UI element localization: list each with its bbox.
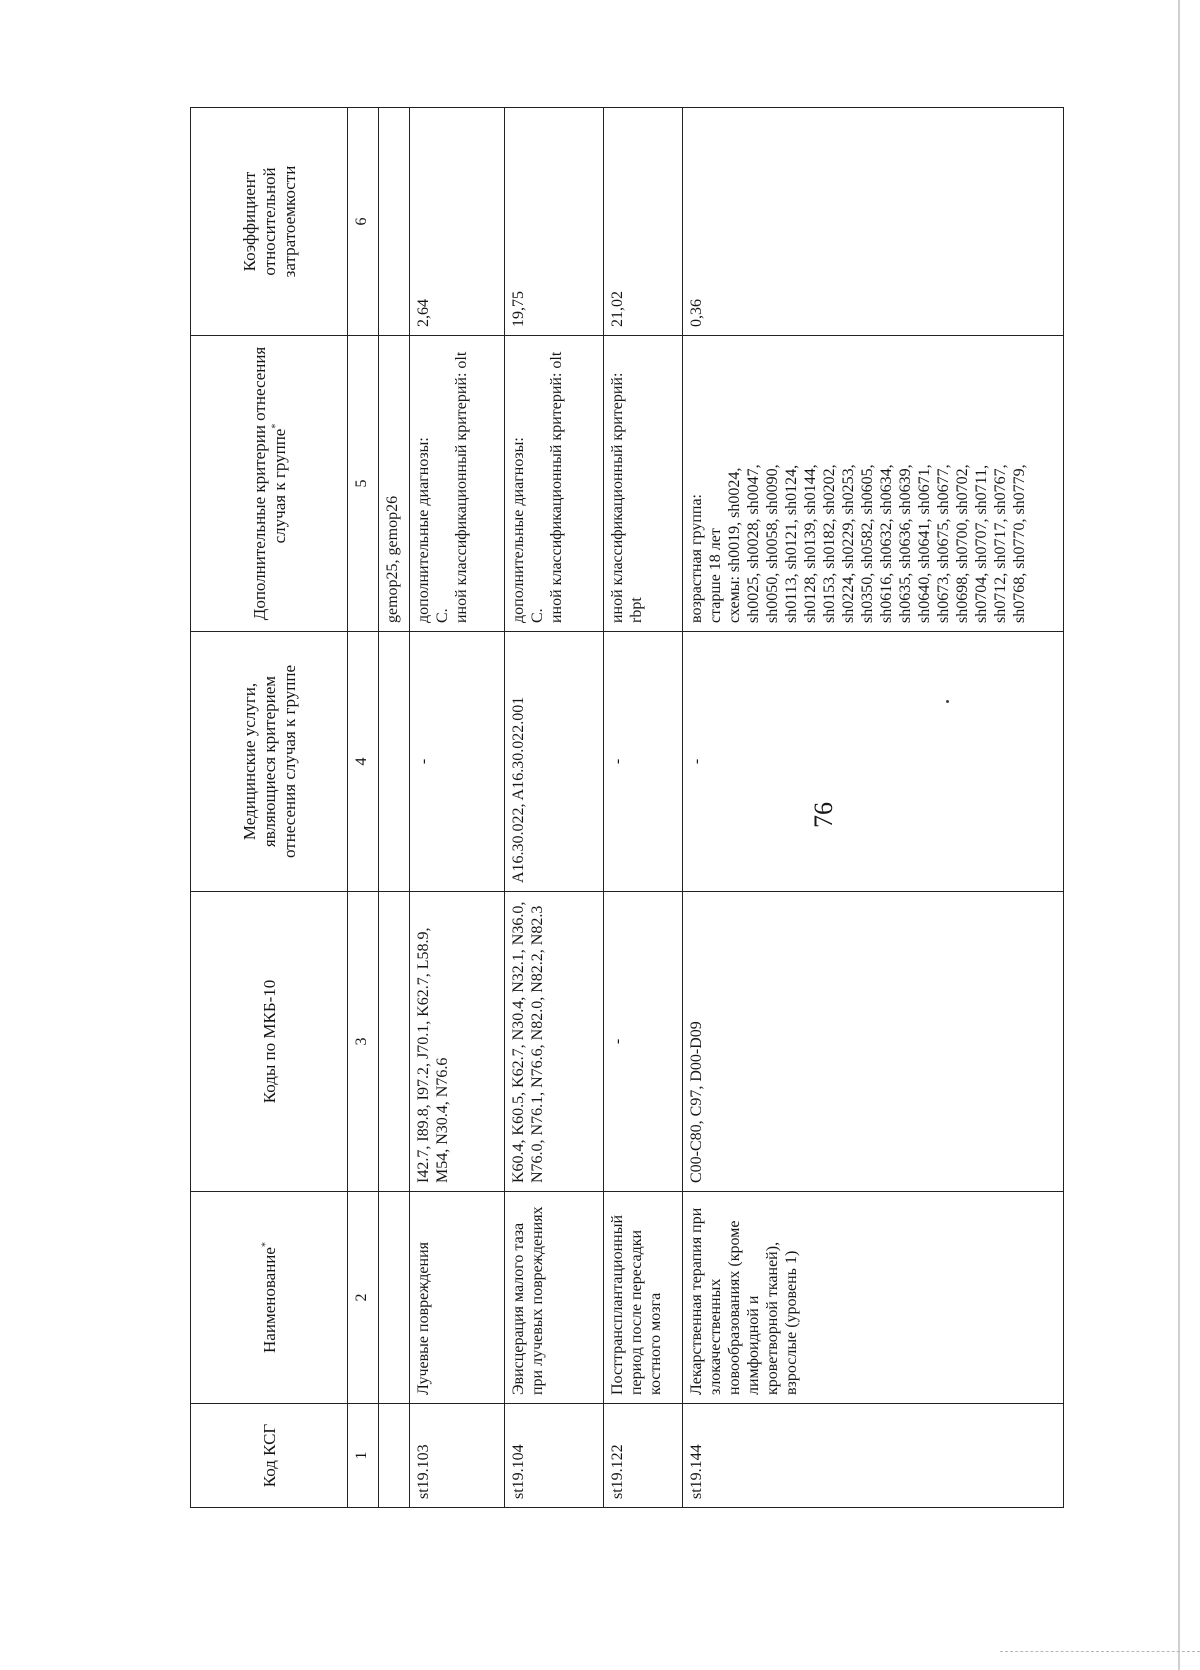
code-cell: st19.104	[505, 1404, 604, 1508]
column-number: 4	[348, 632, 379, 892]
header-mkb: Коды по МКБ-10	[191, 892, 348, 1192]
code-cell: st19.122	[604, 1404, 683, 1508]
services-cell: -	[410, 632, 505, 892]
scan-edge-bottom	[1000, 1651, 1200, 1653]
header-name: Наименование*	[191, 1192, 348, 1404]
name-cell: Лекарственная терапия при злокачественных новообразованиях (кроме лимфоидной и кроветворной тканей), взрослые (уровень 1)	[683, 1192, 1064, 1404]
mkb-cell: -	[604, 892, 683, 1192]
coefficient-cell: 21,02	[604, 108, 683, 336]
criteria-cell: иной классификационный критерий: rbpt	[604, 336, 683, 632]
criteria-cell: возрастная группа: старше 18 лет схемы: sh0019, sh0024, sh0025, sh0028, sh0047, sh0050, sh0058, sh0090, sh0113, sh0121, sh0124, sh0128, sh0139, sh0144, sh0153, sh0182, sh0202, sh0224, sh0229, sh0253, sh0350, sh0582, sh0605, sh0616, sh0632, sh0634, sh0635, sh0636, sh0639, sh0640, sh0641, sh0671, sh0673, sh0675, sh0677, sh0698, sh0700, sh0702, sh0704, sh0707, sh0711, sh0712, sh0717, sh0767, sh0768, sh0770, sh0779,	[683, 336, 1064, 632]
code-cell: st19.144	[683, 1404, 1064, 1508]
table-row	[604, 108, 683, 1508]
column-number: 2	[348, 1192, 379, 1404]
coefficient-cell: 2,64	[410, 108, 505, 336]
coefficient-cell: 0,36	[683, 108, 1064, 336]
table-cell	[379, 892, 410, 1192]
table-cell	[379, 632, 410, 892]
column-number: 5	[348, 336, 379, 632]
criteria-cell: дополнительные диагнозы: С. иной классификационный критерий: olt	[505, 336, 604, 632]
header-coefficient: Коэффициент относительной затратоемкости	[191, 108, 348, 336]
scan-edge	[1178, 0, 1180, 1670]
mkb-cell: C00-C80, C97, D00-D09	[683, 892, 1064, 1192]
column-number: 3	[348, 892, 379, 1192]
column-number: 6	[348, 108, 379, 336]
header-criteria: Дополнительные критерии отнесения случая к группе*	[191, 336, 348, 632]
ksg-table	[190, 107, 1064, 1508]
services-cell: A16.30.022, A16.30.022.001	[505, 632, 604, 892]
table-cell	[379, 1192, 410, 1404]
code-cell: st19.103	[410, 1404, 505, 1508]
table-cell	[379, 1404, 410, 1508]
column-number: 1	[348, 1404, 379, 1508]
document-sheet	[190, 108, 1070, 1508]
services-cell: -	[683, 632, 1064, 892]
continuation-row	[379, 108, 410, 1508]
name-cell: Посттрансплантационный период после пересадки костного мозга	[604, 1192, 683, 1404]
header-row	[191, 108, 348, 1508]
table-cell	[379, 108, 410, 336]
criteria-cell: gemop25, gemop26	[379, 336, 410, 632]
mkb-cell: I42.7, I89.8, I97.2, J70.1, K62.7, L58.9, M54, N30.4, N76.6	[410, 892, 505, 1192]
table-row	[410, 108, 505, 1508]
coefficient-cell: 19,75	[505, 108, 604, 336]
mkb-cell: K60.4, K60.5, K62.7, N30.4, N32.1, N36.0, N76.0, N76.1, N76.6, N82.0, N82.2, N82.3	[505, 892, 604, 1192]
header-services: Медицинские услуги, являющиеся критерием отнесения случая к группе	[191, 632, 348, 892]
table-row	[683, 108, 1064, 1508]
header-code: Код КСГ	[191, 1404, 348, 1508]
criteria-cell: дополнительные диагнозы: С. иной классификационный критерий: olt	[410, 336, 505, 632]
name-cell: Эвисцерация малого таза при лучевых повреждениях	[505, 1192, 604, 1404]
name-cell: Лучевые повреждения	[410, 1192, 505, 1404]
column-number-row	[348, 108, 379, 1508]
page-number: 76	[809, 802, 838, 828]
table-row	[505, 108, 604, 1508]
services-cell: -	[604, 632, 683, 892]
